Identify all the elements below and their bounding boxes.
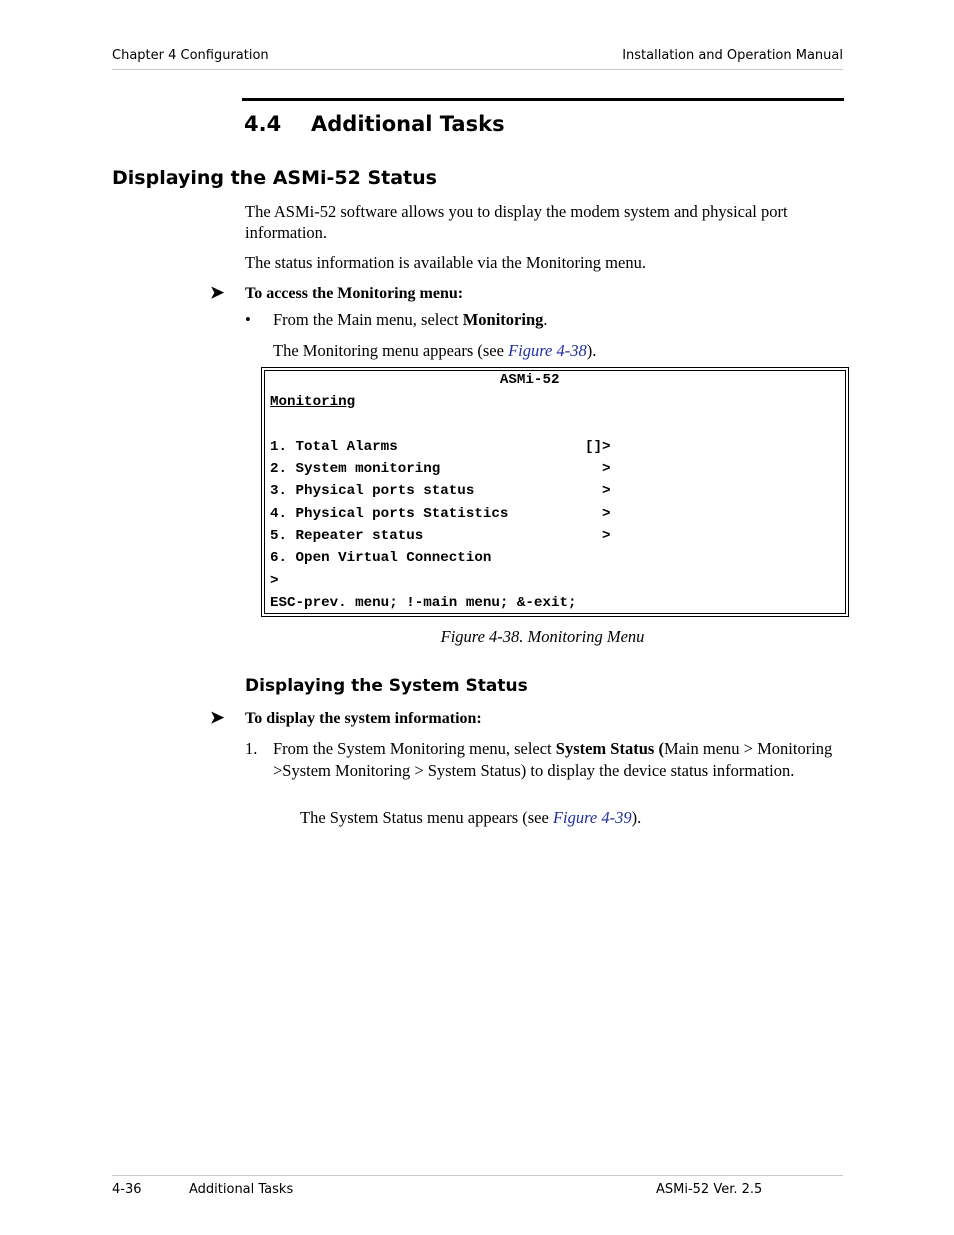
step-text-bold: System Status ( — [555, 739, 664, 758]
step-text-post: Main menu > Monitoring >System Monitoring > System Status) to display the device status information. — [273, 739, 833, 780]
appears-pre: The System Status menu appears (see — [300, 808, 553, 827]
footer-section: Additional Tasks — [189, 1182, 294, 1197]
menu-item-physical-ports-status[interactable]: 3. Physical ports status > — [270, 483, 611, 499]
bullet-icon: • — [245, 310, 251, 329]
bullet-text-post: . — [543, 310, 548, 329]
system-status-heading: Displaying the System Status — [245, 676, 528, 696]
step-number: 1. — [245, 739, 258, 758]
screen-navigation-hint: ESC-prev. menu; !-main menu; &-exit; — [270, 595, 577, 611]
header-manual-title: Installation and Operation Manual — [622, 48, 843, 63]
step-text — [273, 738, 845, 781]
screen-menu-name: Monitoring — [270, 394, 356, 410]
appears-post: ). — [631, 808, 642, 827]
menu-item-system-monitoring[interactable]: 2. System monitoring > — [270, 461, 611, 477]
figure-caption: Figure 4-38. Monitoring Menu — [440, 627, 645, 646]
appears-pre: The Monitoring menu appears (see — [273, 341, 509, 360]
status-info-paragraph: The status information is available via the Monitoring menu. — [245, 253, 646, 272]
menu-item-total-alarms[interactable]: 1. Total Alarms []> — [270, 439, 611, 455]
appears-post: ). — [586, 341, 597, 360]
bullet-item — [245, 310, 548, 330]
procedure-access-monitoring — [210, 283, 463, 303]
menu-item-open-virtual-connection[interactable]: 6. Open Virtual Connection — [270, 550, 492, 566]
section-title: Additional Tasks — [311, 112, 505, 136]
section-rule — [242, 98, 844, 101]
page-header — [112, 48, 843, 70]
procedure-arrow-icon: ➤ — [210, 283, 225, 302]
figure-link-4-38[interactable]: Figure 4-38 — [508, 341, 587, 360]
footer-page-number: 4-36 — [112, 1182, 142, 1197]
command-prompt[interactable]: > — [270, 573, 279, 589]
procedure-display-system-info — [210, 708, 482, 728]
monitoring-appears-text — [273, 340, 596, 361]
step-text-pre: From the System Monitoring menu, select — [273, 739, 556, 758]
section-heading — [244, 112, 505, 136]
intro-paragraph: The ASMi-52 software allows you to display the modem system and physical port information. — [245, 202, 788, 242]
bullet-text-bold: Monitoring — [462, 310, 544, 329]
procedure-arrow-icon: ➤ — [210, 708, 225, 727]
menu-item-physical-ports-statistics[interactable]: 4. Physical ports Statistics > — [270, 506, 611, 522]
terminal-screen — [261, 367, 849, 617]
terminal-screen-inner — [264, 370, 846, 614]
procedure-title: To display the system information: — [245, 710, 482, 727]
system-status-appears-text — [300, 807, 641, 828]
screen-title: ASMi-52 — [270, 372, 560, 388]
page-footer — [112, 1175, 843, 1197]
header-chapter: Chapter 4 Configuration — [112, 48, 269, 63]
figure-link-4-39[interactable]: Figure 4-39 — [552, 808, 632, 827]
procedure-title: To access the Monitoring menu: — [245, 285, 464, 302]
section-number: 4.4 — [244, 112, 282, 136]
subsection-heading: Displaying the ASMi-52 Status — [112, 167, 437, 189]
menu-item-repeater-status[interactable]: 5. Repeater status > — [270, 528, 611, 544]
bullet-text-pre: From the Main menu, select — [273, 310, 463, 329]
footer-product: ASMi-52 Ver. 2.5 — [656, 1182, 763, 1197]
